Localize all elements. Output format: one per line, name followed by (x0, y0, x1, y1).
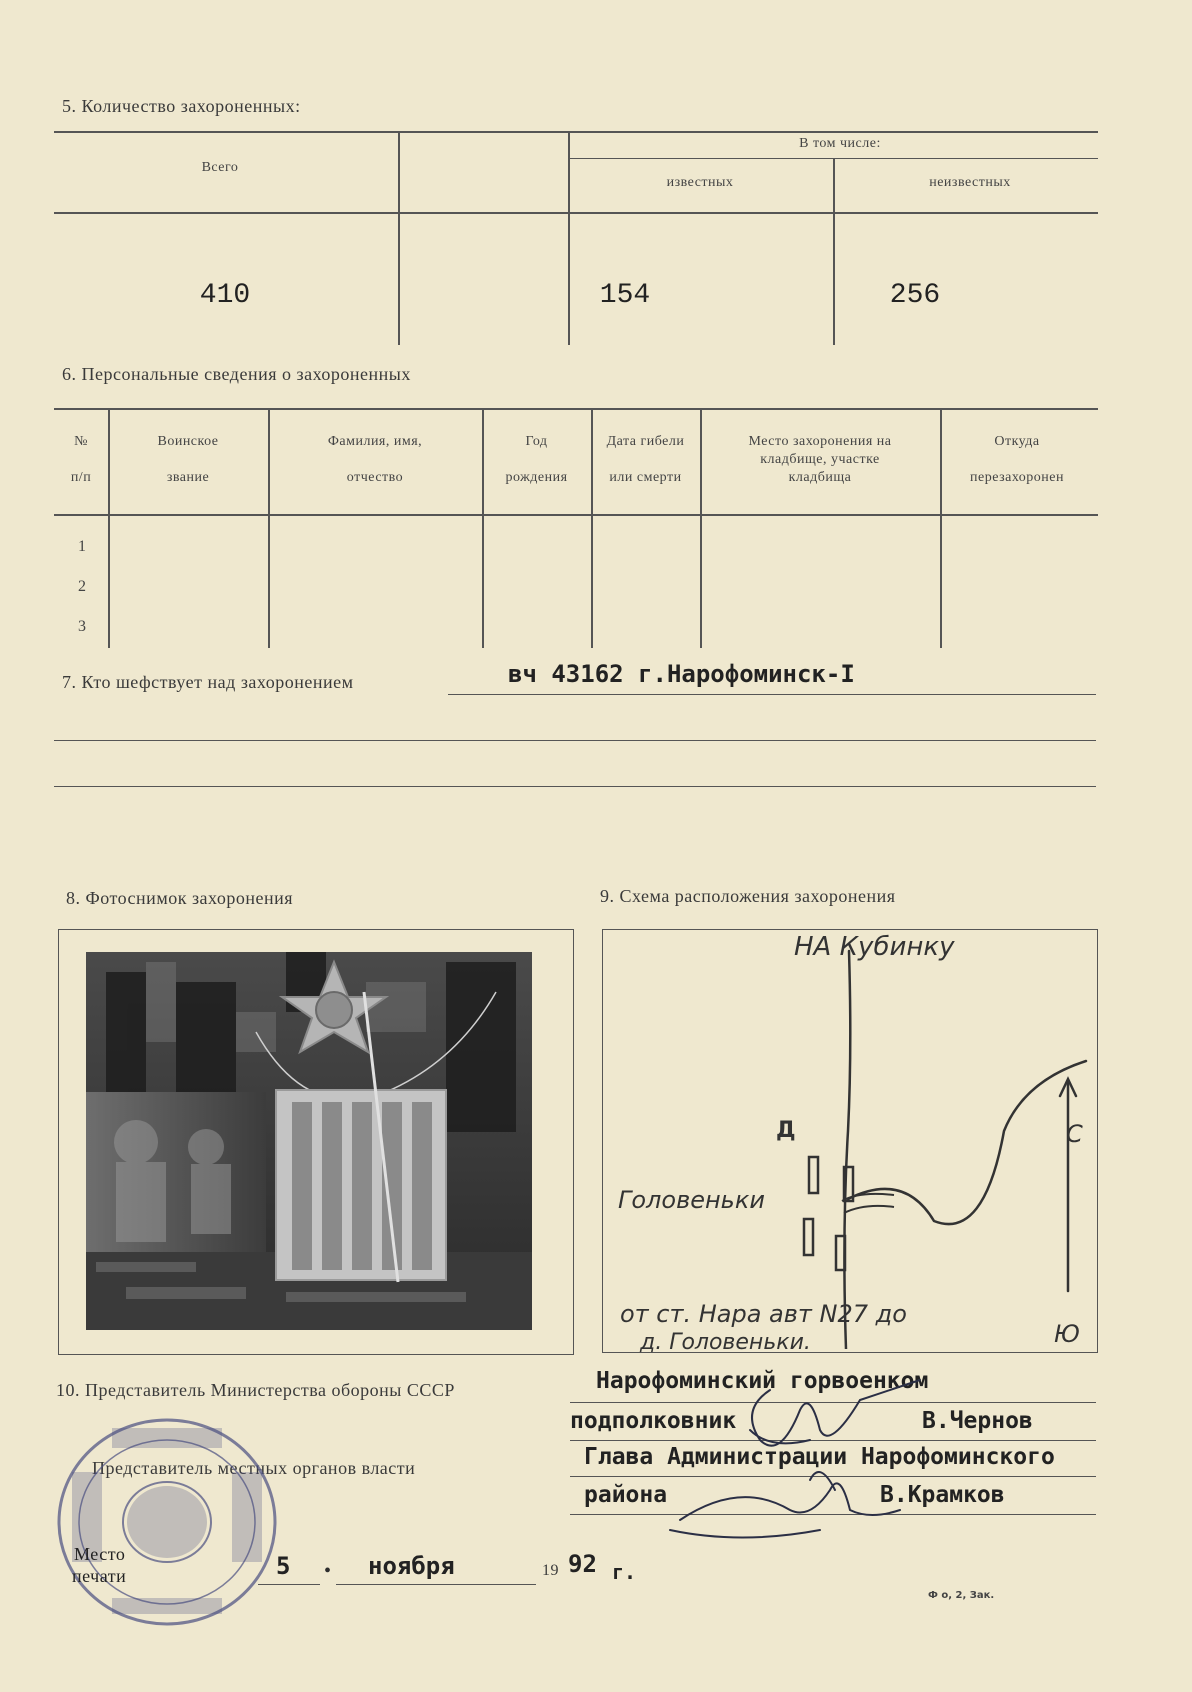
date-month-line (336, 1584, 536, 1585)
section7-label: 7. Кто шефствует над захоронением (62, 672, 354, 692)
date-year-prefix: 19 (542, 1562, 559, 1579)
table5-top-line (54, 131, 1098, 133)
map-directions-line1: от ст. Нара авт N27 до (620, 1300, 907, 1328)
header-unknown: неизвестных (929, 175, 1011, 190)
table5-col-line-2 (568, 131, 570, 345)
map-village-label: Головеньки (618, 1186, 765, 1214)
seal-place-label-2: печати (72, 1566, 127, 1586)
location-scheme-map (604, 931, 1094, 1349)
local-name: В.Крамков (880, 1482, 1005, 1508)
col-reburied-l1: Откуда (994, 434, 1040, 449)
col-number-l2: п/п (70, 470, 92, 485)
header-total: Всего (201, 160, 239, 175)
date-separator: • (324, 1560, 332, 1582)
total-count: 410 (199, 280, 251, 311)
signature-graphics (660, 1370, 960, 1550)
col-death-l2: или смерти (609, 470, 682, 485)
mo-rank: подполковник (570, 1408, 737, 1434)
date-day-line (258, 1584, 320, 1585)
section7-line-2 (54, 740, 1096, 741)
table-row-number: 3 (78, 618, 86, 635)
table-row-number: 2 (78, 578, 86, 595)
col-birth-l1: Год (525, 434, 548, 449)
local-title-line1: Глава Администрации Нарофоминского (584, 1444, 1055, 1470)
patron-value: вч 43162 г.Нарофоминск-I (508, 660, 855, 688)
table5-col-line-1 (398, 131, 400, 345)
col-place-l2: кладбище, участке (760, 452, 880, 467)
mo-org: Нарофоминский горвоенком (596, 1368, 929, 1394)
map-south-label: Ю (1054, 1320, 1080, 1348)
local-title-line2: района (584, 1482, 668, 1508)
map-road-label: НА Кубинку (794, 932, 955, 962)
section5-title: 5. Количество захороненных: (62, 96, 301, 116)
section10-mo-label: 10. Представитель Министерства обороны СССР (56, 1380, 455, 1400)
printer-footer: Ф о, 2, Зак. (928, 1590, 995, 1601)
date-day: 5 (276, 1552, 291, 1580)
seal-place-label-1: Место (74, 1544, 126, 1564)
mo-name: В.Чернов (922, 1408, 1033, 1434)
col-name-l2: отчество (346, 470, 404, 485)
table5-header-line (54, 212, 1098, 214)
official-seal-stamp (52, 1412, 282, 1632)
section10-local-label: Представитель местных органов власти (92, 1458, 416, 1478)
table5-col-line-3 (833, 158, 835, 345)
col-rank-l1: Воинское (157, 434, 219, 449)
unknown-count: 256 (889, 280, 941, 311)
map-marker-d: Д (776, 1118, 796, 1143)
date-year-suffix: 92 (568, 1550, 597, 1578)
section7-line-1 (448, 694, 1096, 695)
header-including: В том числе: (799, 136, 881, 151)
map-directions-line2: д. Головеньки. (640, 1330, 811, 1355)
section8-title: 8. Фотоснимок захоронения (66, 888, 294, 908)
section6-title: 6. Персональные сведения о захороненных (62, 364, 411, 384)
date-month: ноября (368, 1552, 455, 1580)
col-place-l3: кладбища (788, 470, 852, 485)
table-row-number: 1 (78, 538, 86, 555)
header-known: известных (666, 175, 734, 190)
map-north-label: С (1066, 1120, 1083, 1148)
col-death-l1: Дата гибели (606, 434, 685, 449)
col-birth-l2: рождения (505, 470, 568, 485)
col-rank-l2: звание (166, 470, 210, 485)
col-name-l1: Фамилия, имя, (327, 434, 423, 449)
burial-photo (86, 952, 532, 1330)
section9-title: 9. Схема расположения захоронения (600, 886, 896, 906)
section7-line-3 (54, 786, 1096, 787)
known-count: 154 (599, 280, 651, 311)
col-number-l1: № (74, 434, 88, 449)
date-year-g: г. (612, 1560, 637, 1584)
col-reburied-l2: перезахоронен (970, 470, 1064, 485)
col-place-l1: Место захоронения на (748, 434, 892, 449)
